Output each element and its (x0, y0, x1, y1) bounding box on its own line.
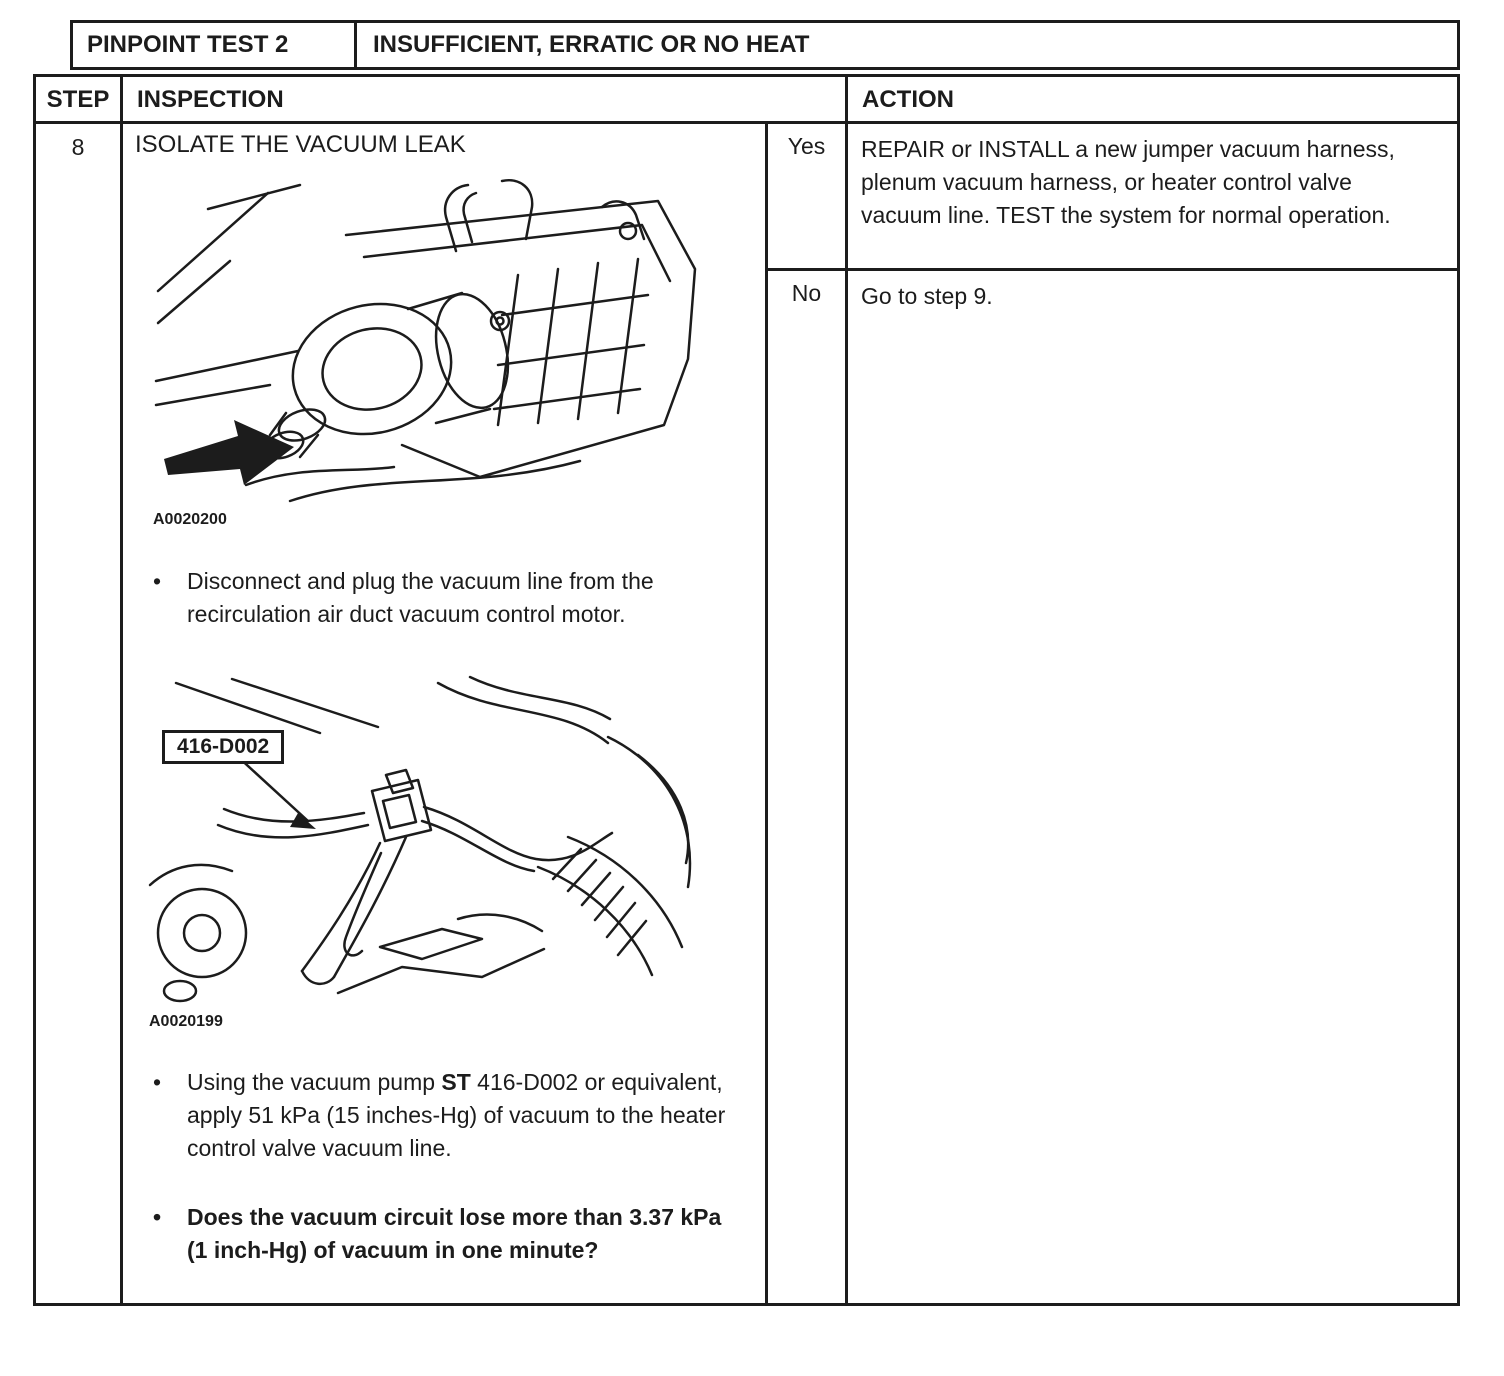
vacuum-pump-illustration (140, 675, 715, 1005)
figure2-id: A0020199 (149, 1013, 223, 1030)
inspection-bullet-1 (153, 565, 727, 631)
inspection-bullet-2 (153, 1066, 727, 1165)
table-header-row (36, 77, 1457, 124)
inspection-bullet-question (153, 1201, 727, 1267)
bullet-2-text (187, 1066, 727, 1165)
table-body-row (36, 124, 1457, 1303)
bullet-dot-icon (153, 1066, 187, 1165)
column-header-step: STEP (36, 77, 123, 121)
vacuum-motor-illustration (150, 173, 705, 518)
inspection-title: ISOLATE THE VACUUM LEAK (135, 131, 466, 158)
answer-yes-label: Yes (768, 124, 848, 268)
action-no-text: Go to step 9. (861, 283, 993, 309)
inspection-cell (123, 124, 768, 1303)
bullet-dot-icon (153, 565, 187, 631)
figure-vacuum-control-motor (150, 173, 705, 518)
bullet-2-suffix: 416-D002 or equivalent, apply 51 kPa (15 inches-Hg) of vacuum to the heater control valve vacuum line. (187, 1069, 726, 1161)
bullet-2-prefix: Using the vacuum pump (187, 1069, 442, 1095)
bullet-dot-icon (153, 1201, 187, 1267)
bullet-2-tool-abbrev: ST (441, 1069, 471, 1095)
bullet-question-text: Does the vacuum circuit lose more than 3.37 kPa (1 inch-Hg) of vacuum in one minute? (187, 1204, 722, 1263)
pinpoint-test-header (70, 20, 1460, 70)
pinpoint-test-table (33, 74, 1460, 1306)
action-area (768, 124, 1457, 1303)
action-yes-text: REPAIR or INSTALL a new jumper vacuum harness, plenum vacuum harness, or heater control valve vacuum line. TEST the system for normal operation. (861, 136, 1395, 228)
action-row-no (768, 271, 1457, 1303)
pinpoint-test-label: PINPOINT TEST 2 (73, 23, 357, 67)
figure-vacuum-pump (140, 675, 715, 1005)
answer-no-label: No (768, 271, 848, 1303)
pinpoint-test-title: INSUFFICIENT, ERRATIC OR NO HEAT (373, 31, 810, 58)
column-header-action: ACTION (862, 86, 954, 113)
step-number-cell: 8 (36, 124, 123, 1303)
bullet-1-text: Disconnect and plug the vacuum line from the recirculation air duct vacuum control motor. (187, 568, 654, 627)
tool-callout-label: 416-D002 (162, 730, 284, 764)
column-header-inspection: INSPECTION (123, 77, 848, 121)
action-row-yes (768, 124, 1457, 271)
figure1-id: A0020200 (153, 511, 227, 528)
